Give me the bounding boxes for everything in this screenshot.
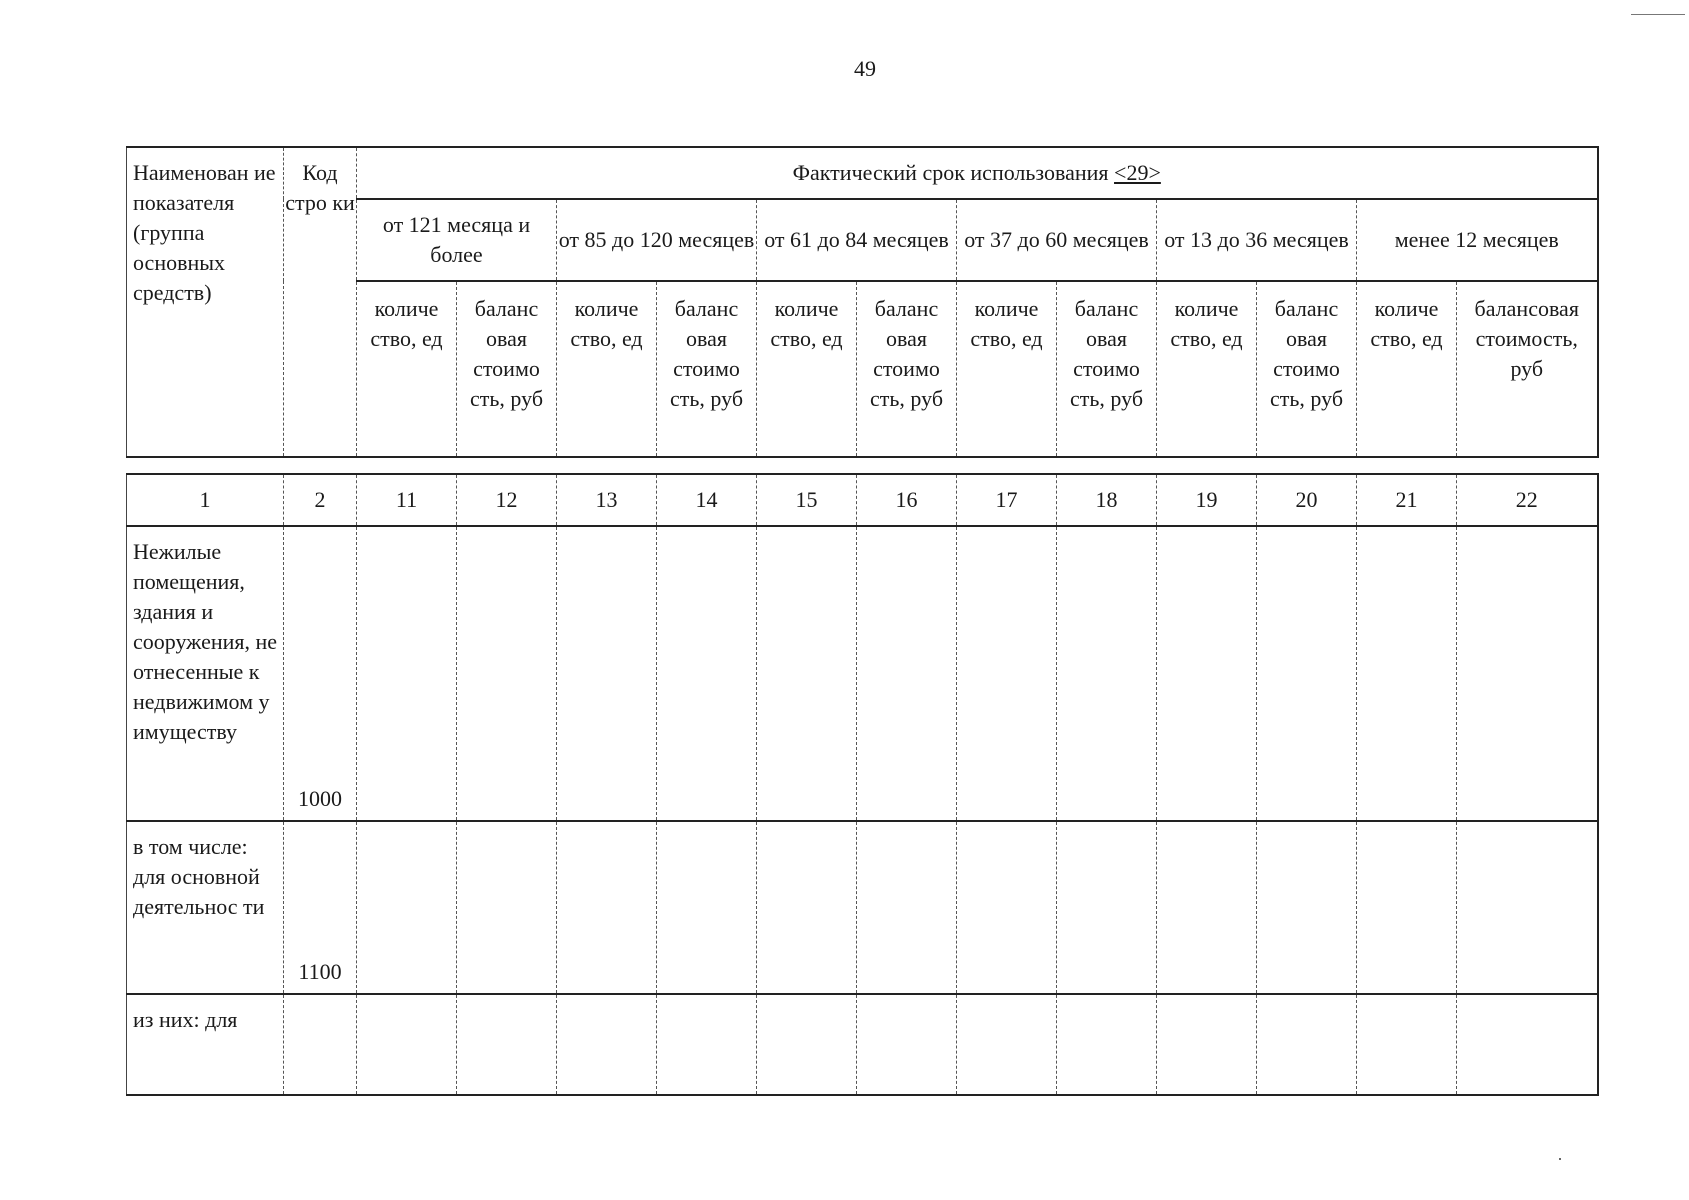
- data-cell[interactable]: [957, 821, 1057, 994]
- data-cell[interactable]: [1057, 526, 1157, 821]
- header-usage-period: [357, 147, 1598, 199]
- data-cell[interactable]: [957, 526, 1057, 821]
- value-header: балансовая стоимость, руб: [1457, 281, 1598, 457]
- group-label: менее 12 месяцев: [1357, 199, 1598, 281]
- value-header: баланс овая стоимо сть, руб: [1257, 281, 1357, 457]
- data-cell[interactable]: [1457, 994, 1598, 1095]
- scan-dot: [1559, 1158, 1561, 1160]
- value-header: баланс овая стоимо сть, руб: [857, 281, 957, 457]
- group-label: от 85 до 120 месяцев: [557, 199, 757, 281]
- column-number: 15: [757, 474, 857, 526]
- column-number: 2: [284, 474, 357, 526]
- data-cell[interactable]: [357, 526, 457, 821]
- data-cell[interactable]: [1157, 821, 1257, 994]
- data-cell[interactable]: [457, 821, 557, 994]
- data-cell[interactable]: [1257, 994, 1357, 1095]
- qty-header: количе ство, ед: [557, 281, 657, 457]
- column-number: 18: [1057, 474, 1157, 526]
- value-header: баланс овая стоимо сть, руб: [1057, 281, 1157, 457]
- table-row: [127, 994, 1598, 1095]
- data-cell[interactable]: [357, 994, 457, 1095]
- row-code: [284, 994, 357, 1095]
- column-number: 17: [957, 474, 1057, 526]
- data-cell[interactable]: [1357, 526, 1457, 821]
- data-cell[interactable]: [857, 994, 957, 1095]
- row-name: из них: для: [127, 994, 284, 1095]
- data-cell[interactable]: [657, 526, 757, 821]
- group-label: от 121 месяца и более: [357, 199, 557, 281]
- data-cell[interactable]: [757, 994, 857, 1095]
- column-number-row: [127, 474, 1598, 526]
- data-cell[interactable]: [1057, 994, 1157, 1095]
- data-cell[interactable]: [357, 821, 457, 994]
- qty-header: количе ство, ед: [957, 281, 1057, 457]
- data-cell[interactable]: [757, 526, 857, 821]
- qty-header: количе ство, ед: [757, 281, 857, 457]
- data-cell[interactable]: [1257, 526, 1357, 821]
- row-name: Нежилые помещения, здания и сооружения, не отнесенные к недвижимом у имуществу: [127, 526, 284, 821]
- data-cell[interactable]: [1457, 821, 1598, 994]
- data-cell[interactable]: [557, 994, 657, 1095]
- header-table: [126, 146, 1599, 458]
- table-row: [127, 821, 1598, 994]
- data-cell[interactable]: [1457, 526, 1598, 821]
- data-cell[interactable]: [557, 821, 657, 994]
- table-row: [127, 526, 1598, 821]
- data-cell[interactable]: [657, 821, 757, 994]
- row-code: 1100: [284, 821, 357, 994]
- data-cell[interactable]: [1357, 994, 1457, 1095]
- column-number: 16: [857, 474, 957, 526]
- data-cell[interactable]: [1357, 821, 1457, 994]
- group-label: от 61 до 84 месяцев: [757, 199, 957, 281]
- column-number: 19: [1157, 474, 1257, 526]
- group-label: от 13 до 36 месяцев: [1157, 199, 1357, 281]
- data-cell[interactable]: [1157, 526, 1257, 821]
- column-number: 12: [457, 474, 557, 526]
- data-cell[interactable]: [1257, 821, 1357, 994]
- column-number: 22: [1457, 474, 1598, 526]
- data-cell[interactable]: [1057, 821, 1157, 994]
- data-cell[interactable]: [757, 821, 857, 994]
- data-cell[interactable]: [1157, 994, 1257, 1095]
- column-number: 21: [1357, 474, 1457, 526]
- column-number: 14: [657, 474, 757, 526]
- qty-header: количе ство, ед: [357, 281, 457, 457]
- column-number: 1: [127, 474, 284, 526]
- qty-header: количе ство, ед: [1157, 281, 1257, 457]
- value-header: баланс овая стоимо сть, руб: [657, 281, 757, 457]
- data-cell[interactable]: [957, 994, 1057, 1095]
- data-cell[interactable]: [857, 821, 957, 994]
- usage-period-label: Фактический срок использования: [792, 160, 1115, 185]
- column-number: 11: [357, 474, 457, 526]
- header-indicator: Наименован ие показателя (группа основных средств): [127, 147, 284, 457]
- data-cell[interactable]: [657, 994, 757, 1095]
- data-cell[interactable]: [457, 994, 557, 1095]
- value-header: баланс овая стоимо сть, руб: [457, 281, 557, 457]
- data-cell[interactable]: [857, 526, 957, 821]
- column-number: 20: [1257, 474, 1357, 526]
- row-code: 1000: [284, 526, 357, 821]
- page-number: 49: [854, 56, 876, 81]
- data-cell[interactable]: [457, 526, 557, 821]
- data-cell[interactable]: [557, 526, 657, 821]
- header-row-code: Код стро ки: [284, 147, 357, 457]
- qty-header: количе ство, ед: [1357, 281, 1457, 457]
- data-table: [126, 473, 1599, 1096]
- group-label: от 37 до 60 месяцев: [957, 199, 1157, 281]
- corner-rule: [1631, 14, 1685, 15]
- footnote-link[interactable]: <29>: [1114, 160, 1161, 185]
- row-name: в том числе: для основной деятельнос ти: [127, 821, 284, 994]
- column-number: 13: [557, 474, 657, 526]
